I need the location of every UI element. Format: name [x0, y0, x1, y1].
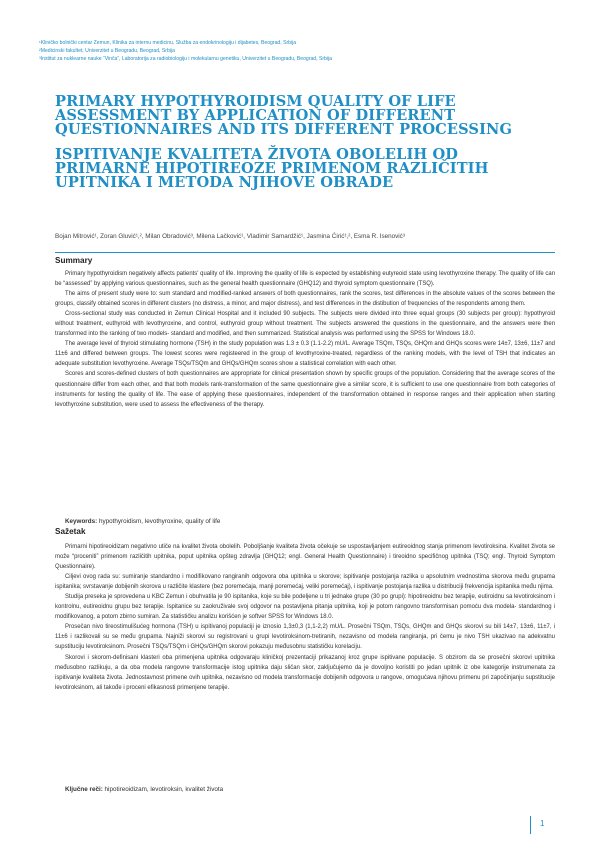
sazetak-paragraph: Studija preseka je sprovedena u KBC Zemun i obuhvatila je 90 ispitanika, koje su bile podeljene u tri jednake grupe (30 po grupi): hipotireoidnu bez terapije, eutiroidnu sa levotiroksinom i kontrolnu, eutireoidnu grupu bez terapije. Ispitanice su zaokruživale svoj odgovor na postavljena pitanja upitnika, koji je potom rangovno transformisan pomoću dva modela- standardnog i modifikovanog, a potom zbirno sumiran. Za statističku analizu korišćen je softver SPSS for Windows 18.0. [55, 594, 555, 621]
summary-paragraph: The aims of present study were to: sum standard and modified-ranked answers of both questionnaires, rank the scores, test differences in the absolute values of the scores between the groups, classify obtained scores in different clusters (no distress, a minor, and major distress), and test differences in the distibution of frequencies of the respondents among them. [55, 291, 555, 308]
keywords-english [65, 518, 220, 525]
title-serbian: ISPITIVANJE KVALITETA ŽIVOTA OBOLELIH OD PRIMARNE HIPOTIREOZE PRIMENOM RAZLIČITIH UPITNIKA I METODA NJIHOVE OBRADE [55, 146, 489, 191]
sazetak-heading: Sažetak [55, 527, 86, 536]
page-number: 1 [540, 819, 545, 828]
kljucne-reci-label: Ključne reči: [65, 786, 103, 793]
affiliation-1: ¹Kliničko bolnički centar Zemun, Klinika za internu medicinu, Služba za endokrinologiju i dijabetes, Beograd, Srbija [39, 40, 297, 46]
author-list: Bojan Mitrović¹, Zoran Gluvić¹,², Milan Obradović³, Milena Lačković¹, Vladimir Samardžić¹, Jasmina Ćirić¹,², Esma R. Isenović³ [55, 233, 405, 240]
sazetak-paragraph: Skorovi i skorom-definisani klasteri oba primenjena upitnika odgovaraju kliničkoj prezentaciji prikazanoj kroz grupe ispitivane populacije. S obzirom da se prosečni skorovi upitnika međusobno razlikuju, a da oba modela rangovne transformacije istog upitnika daju sličan skor, zaključujemo da je dovoljno koristiti po jedan upitnik iz obe kategorije instrumenata za ispitivanje kvaliteta života. Jednostavnost primene ovih upitnika, nezavisno od modela transformacije dobijenih odgovora u rangove, omogućava njihovu primenu pri započinjanju supstitucije levotiroksinom, ali takođe i proceni efikasnosti primenjene terapije. [55, 654, 555, 691]
summary-body [55, 269, 555, 410]
summary-paragraph: Primary hypothyroidism negatively affects patients' quality of life. Improving the quality of life is expected by establishing eutyreoid state using levothyroxine therapy. The quality of life can be “assessed” by applying various questionnaires, such as the general health questionnaire (GHQ12) and thyroid symptom questionnaire (TSQ). [55, 271, 555, 288]
summary-paragraph: Scores and scores-defined clusters of both questionnaires are appropriate for clinical presentation shown by specific groups of the population. Considering that the average scores of the questionnaire differ from each other, and that both models rank-transformation of the same questionnaire give a similar score, it is sufficient to use one questionnaire from both categories of instruments for testing the quality of life. The ease of applying these questionnaires, independent of the transformation obtained in response ranges and their application when starting levothyroxine substitution, were used to assess the effectiveness of the therapy. [55, 371, 555, 408]
title-english: PRIMARY HYPOTHYROIDISM QUALITY OF LIFE ASSESSMENT BY APPLICATION OF DIFFERENT QUESTIONNAIRES AND ITS DIFFERENT PROCESSING [55, 93, 513, 138]
divider [55, 252, 555, 253]
keywords-value: hypothyroidism, levothyroxine, quality of life [98, 518, 221, 525]
sazetak-paragraph: Primarni hipotireoidizam negativno utiče na kvalitet života obolelih. Poboljšanje kvaliteta života očekuje se uspostavljanjem eutireoidnog stanja primenom levotiroksina. Kvalitet života se može “proceniti” primenom različitih upitnika, poput upitnika opšteg zdravlja (GHQ12; engl. General Health Questionnaire) i tireoidno specifičnog upitnika (TSQ; engl. Thyroid Symptom Questionnaire). [55, 544, 555, 571]
affiliation-3: ³Institut za nuklearne nauke “Vinča”, Laboratorija za radiobiologiju i molekularnu genetiku, Univerzitet u Beogradu, Beograd, Srbija [39, 56, 332, 63]
kljucne-reci-value: hipotireoidizam, levotiroksin, kvalitet života [104, 786, 224, 793]
affiliations [39, 39, 509, 64]
affiliation-2: ²Medicinski fakultet, Univerzitet u Beogradu, Beograd, Srbija [39, 48, 175, 55]
keywords-label: Keywords: [65, 518, 98, 525]
sazetak-paragraph: Ciljevi ovog rada su: sumiranje standardno i modifikovano rangiranih odgovora oba upitnika u skorove; ispitivanje postojanja razlika u apsolutnim vrednostima skorova među grupama ispitanika; svrstavanje dobijenih skorova u različite klastere (bez poremećaja, manji poremećaj, veliki poremećaj), i ispitivanje postojanja razlika u distribuciji frekvencija ispitanika među njima. [55, 574, 555, 591]
summary-paragraph: Cross-sectional study was conducted in Zemun Clinical Hospital and it included 90 subjects. The subjects were divided into three equal groups (30 subjects per group): hypothyroid without treatment, euthyroid with levothyroxine, and control, euthyroid group without treatment. The subjects answered the questions in the questionnaire, and the answers were then transformed into the ranking of two models- standard and modified, and then summarized. Statistical analysis was performed using the SPSS for Windows 18.0. [55, 311, 555, 338]
summary-heading: Summary [55, 256, 93, 265]
sazetak-body [55, 542, 555, 693]
footer-divider [530, 816, 531, 834]
sazetak-paragraph: Prosečan nivo tireostimulišućeg hormona (TSH) u ispitivanoj populaciji je iznosio 1,3±0,3 (1,1-2,2) mU/L. Prosečni TSQm, TSQs, GHQm and GHQs skorovi su bili 14±7, 13±6, 11±7, i 11±6 i razlikovali su se među grupama. Najniži skorovi su registrovani u grupi levotiroksinom-tretiranih, nezavisno od modela rangiranja, pri čemu je nivo TSH ukazivao na adekvatnu supstituciju levotiroksinom. Prosečni TSQs/TSQm i GHQs/GHQm skorovi pokazuju međusobnu statističku korelaciju. [55, 624, 555, 651]
keywords-serbian [65, 786, 223, 793]
summary-paragraph: The average level of thyroid stimulating hormone (TSH) in the study population was 1.3 ± 0.3 (1.1-2.2) mU/L. Average TSQm, TSQs, GHQm and GHQs scores were 14±7, 13±6, 11±7 and 11±6 and differed between groups. The lowest scores were registeered in the group of levothyroxine-treated, regardless of the ranking models, with the level of TSH that indicates an adequate substitution levothyroxine. Average TSQs/TSQm and GHQs/GHQm scores show a statistical correlation with each other. [55, 341, 555, 368]
